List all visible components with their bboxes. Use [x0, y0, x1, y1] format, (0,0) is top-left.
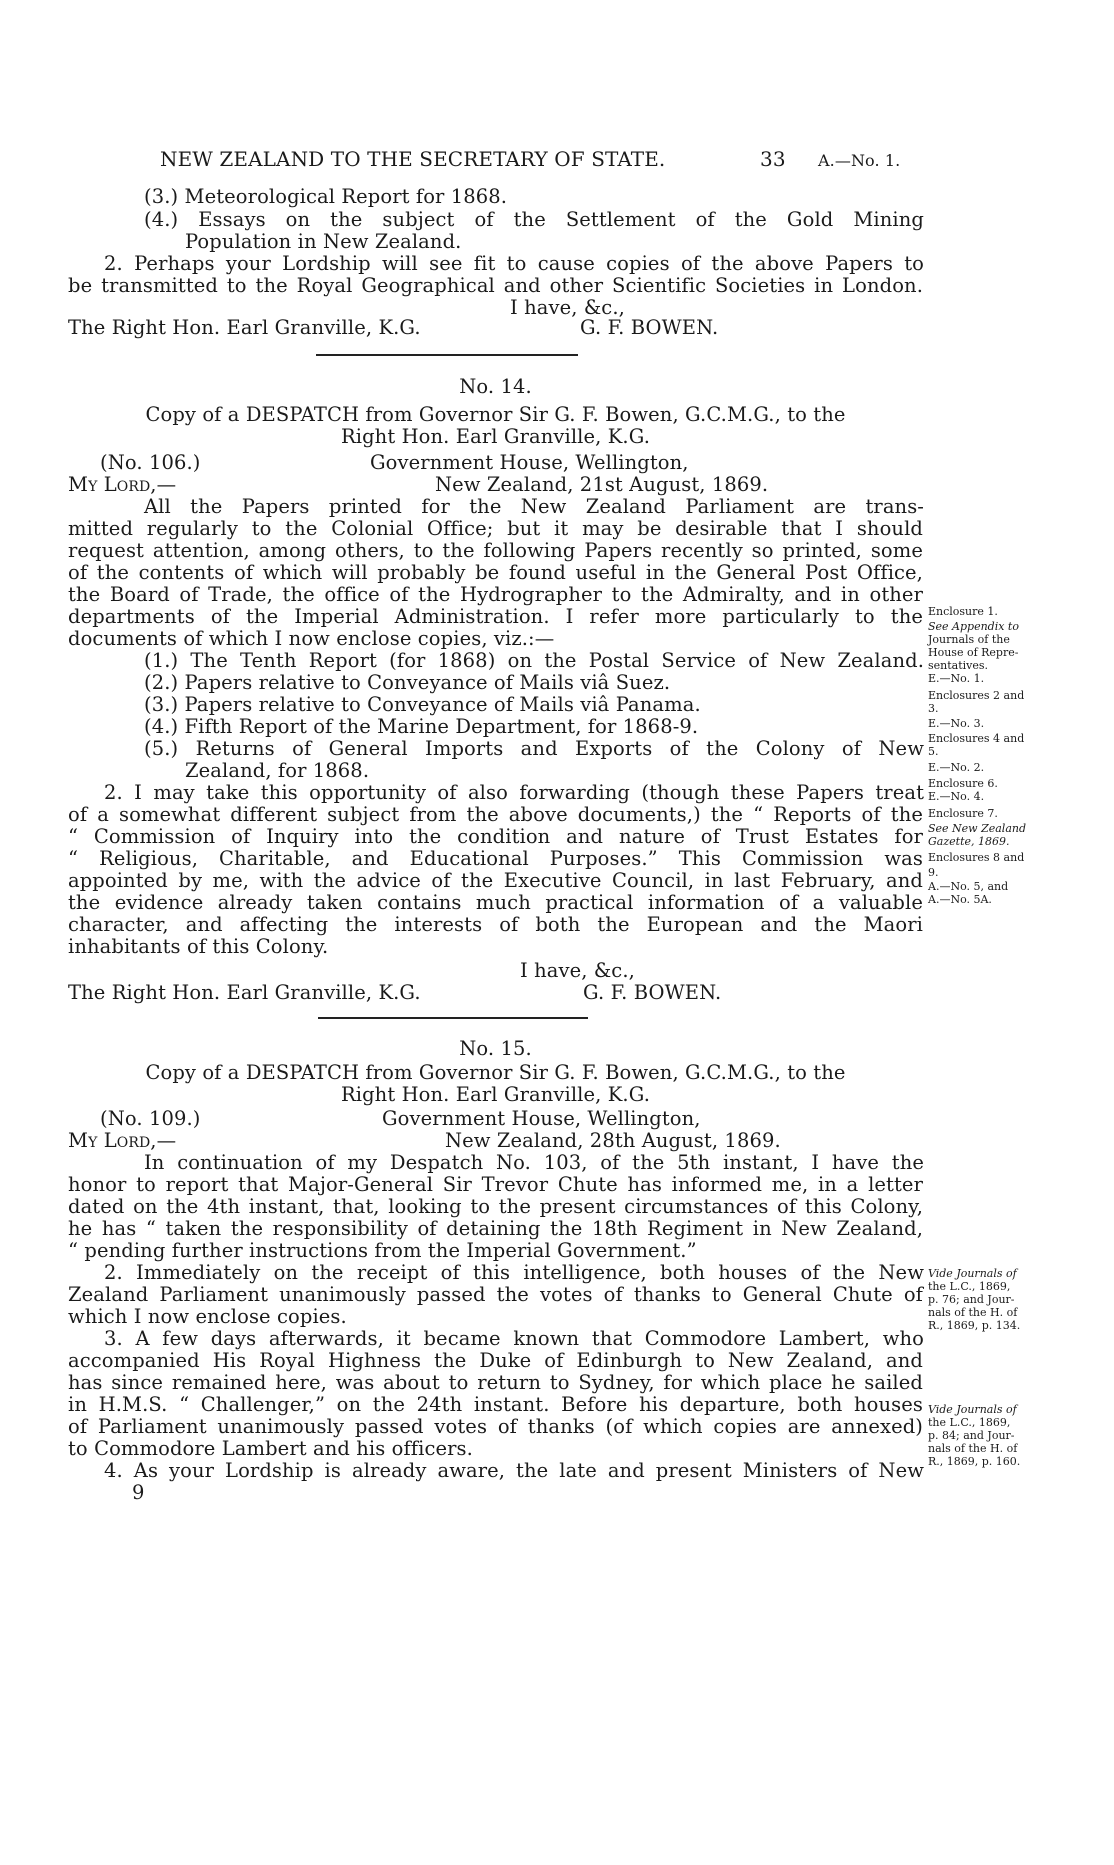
margin-note: Gazette, 1869.: [928, 835, 1010, 848]
paragraph-line: “ pending further instructions from the Imperial Government.”: [68, 1239, 697, 1262]
paragraph-line: the Board of Trade, the office of the Hydrographer to the Admiralty, and in other: [68, 583, 923, 606]
paragraph-line: to Commodore Lambert and his officers.: [68, 1437, 473, 1460]
paragraph-line: in H.M.S. “ Challenger,” on the 24th instant. Before his departure, both houses: [68, 1393, 923, 1416]
margin-note: See Appendix to: [928, 620, 1019, 633]
paragraph-line: “ Commission of Inquiry into the condition and nature of Trust Estates for: [68, 825, 923, 848]
paragraph-line: All the Papers printed for the New Zealand Parliament are trans-: [144, 495, 924, 518]
margin-note: nals of the H. of: [928, 1442, 1018, 1455]
paragraph-line: departments of the Imperial Administration. I refer more particularly to the: [68, 605, 923, 628]
margin-note: 5.: [928, 745, 939, 758]
paragraph-line: request attention, among others, to the following Papers recently so printed, some: [68, 539, 923, 562]
paragraph-line: documents of which I now enclose copies, viz.:—: [68, 627, 555, 650]
despatch-place: Government House, Wellington,: [370, 451, 689, 474]
paragraph-line: which I now enclose copies.: [68, 1305, 347, 1328]
paragraph-line: has since remained here, was about to return to Sydney, for which place he sailed: [68, 1371, 923, 1394]
margin-note: Enclosure 7.: [928, 807, 998, 820]
paragraph-line: inhabitants of this Colony.: [68, 935, 329, 958]
paragraph-line: of a somewhat different subject from the above documents,) the “ Reports of the: [68, 803, 923, 826]
margin-note: Enclosure 1.: [928, 605, 998, 618]
signature: G. F. BOWEN.: [580, 316, 719, 339]
signature: G. F. BOWEN.: [583, 981, 722, 1004]
signature-mark: 9: [132, 1481, 145, 1504]
section-divider: [318, 1017, 588, 1019]
despatch-heading: Copy of a DESPATCH from Governor Sir G. F. Bowen, G.C.M.G., to the: [145, 403, 846, 426]
margin-note: sentatives.: [928, 659, 989, 672]
margin-note: p. 84; and Jour-: [928, 1429, 1015, 1442]
margin-note: Enclosures 4 and: [928, 732, 1025, 745]
list-item-continuation: Zealand, for 1868.: [185, 759, 370, 782]
list-item: (3.) Meteorological Report for 1868.: [144, 185, 508, 208]
section-divider: [316, 354, 578, 356]
paragraph-line: honor to report that Major-General Sir Trevor Chute has informed me, in a letter: [68, 1173, 923, 1196]
paragraph-line: 2. Perhaps your Lordship will see fit to cause copies of the above Papers to: [104, 252, 924, 275]
running-title: NEW ZEALAND TO THE SECRETARY OF STATE.: [160, 147, 666, 171]
margin-note: R., 1869, p. 134.: [928, 1319, 1021, 1332]
margin-note: House of Repre-: [928, 646, 1019, 659]
paragraph-line: 2. Immediately on the receipt of this intelligence, both houses of the New: [104, 1261, 924, 1284]
despatch-number: No. 14.: [459, 375, 532, 398]
list-item: (2.) Papers relative to Conveyance of Mails viâ Suez.: [144, 671, 671, 694]
margin-note: Journals of the: [928, 633, 1010, 646]
paragraph-line: he has “ taken the responsibility of detaining the 18th Regiment in New Zealand,: [68, 1217, 923, 1240]
paragraph-line: the evidence already taken contains much practical information of a valuable: [68, 891, 923, 914]
paragraph-line: mitted regularly to the Colonial Office; but it may be desirable that I should: [68, 517, 923, 540]
margin-note: nals of the H. of: [928, 1306, 1018, 1319]
despatch-number: No. 15.: [459, 1037, 532, 1060]
margin-note: Enclosure 6.: [928, 777, 998, 790]
despatch-date: New Zealand, 28th August, 1869.: [445, 1129, 781, 1152]
paragraph-line: accompanied His Royal Highness the Duke of Edinburgh to New Zealand, and: [68, 1349, 923, 1372]
margin-note: E.—No. 1.: [928, 672, 985, 685]
document-reference: A.—No. 1.: [818, 151, 901, 170]
paragraph-line: appointed by me, with the advice of the Executive Council, in last February, and: [68, 869, 923, 892]
despatch-place: Government House, Wellington,: [382, 1107, 701, 1130]
list-item: (4.) Fifth Report of the Marine Department, for 1868-9.: [144, 715, 699, 738]
margin-note: Vide Journals of: [928, 1403, 1017, 1416]
margin-note: A.—No. 5A.: [928, 893, 992, 906]
margin-note: E.—No. 4.: [928, 790, 985, 803]
margin-note: the L.C., 1869,: [928, 1416, 1011, 1429]
despatch-date: New Zealand, 21st August, 1869.: [435, 473, 769, 496]
margin-note: the L.C., 1869,: [928, 1280, 1011, 1293]
margin-note: Enclosures 2 and: [928, 689, 1025, 702]
salutation: My Lord,—: [68, 473, 177, 496]
margin-note: A.—No. 5, and: [928, 880, 1009, 893]
list-item-continuation: Population in New Zealand.: [185, 230, 462, 253]
paragraph-line: 4. As your Lordship is already aware, the late and present Ministers of New: [104, 1459, 924, 1482]
margin-note: See New Zealand: [928, 822, 1027, 835]
margin-note: E.—No. 3.: [928, 717, 985, 730]
margin-note: 3.: [928, 702, 939, 715]
margin-note: Enclosures 8 and: [928, 851, 1025, 864]
paragraph-line: dated on the 4th instant, that, looking to the present circumstances of this Colony,: [68, 1195, 923, 1218]
despatch-ref: (No. 109.): [100, 1107, 201, 1130]
paragraph-line: character, and affecting the interests of both the European and the Maori: [68, 913, 923, 936]
despatch-heading: Copy of a DESPATCH from Governor Sir G. F. Bowen, G.C.M.G., to the: [145, 1061, 846, 1084]
salutation: My Lord,—: [68, 1129, 177, 1152]
closing-line: I have, &c.,: [520, 959, 635, 982]
page-number: 33: [760, 147, 786, 171]
paragraph-line: Zealand Parliament unanimously passed the votes of thanks to General Chute of: [68, 1283, 923, 1306]
paragraph-line: of the contents of which will probably be found useful in the General Post Office,: [68, 561, 923, 584]
margin-note: 9.: [928, 866, 939, 879]
addressee: The Right Hon. Earl Granville, K.G.: [68, 316, 421, 339]
margin-note: p. 76; and Jour-: [928, 1293, 1015, 1306]
margin-note: R., 1869, p. 160.: [928, 1455, 1021, 1468]
list-item: (3.) Papers relative to Conveyance of Mails viâ Panama.: [144, 693, 701, 716]
addressee: The Right Hon. Earl Granville, K.G.: [68, 981, 421, 1004]
despatch-heading-continued: Right Hon. Earl Granville, K.G.: [340, 1083, 650, 1106]
list-item: (4.) Essays on the subject of the Settlement of the Gold Mining: [144, 208, 924, 231]
paragraph-line: of Parliament unanimously passed votes of thanks (of which copies are annexed): [68, 1415, 923, 1438]
list-item: (5.) Returns of General Imports and Exports of the Colony of New: [144, 737, 924, 760]
paragraph-line: In continuation of my Despatch No. 103, of the 5th instant, I have the: [144, 1151, 924, 1174]
margin-note: E.—No. 2.: [928, 761, 985, 774]
despatch-ref: (No. 106.): [100, 451, 201, 474]
paragraph-line: “ Religious, Charitable, and Educational Purposes.” This Commission was: [68, 847, 923, 870]
closing-line: I have, &c.,: [510, 296, 625, 319]
margin-note: Vide Journals of: [928, 1267, 1017, 1280]
list-item: (1.) The Tenth Report (for 1868) on the Postal Service of New Zealand.: [144, 649, 924, 672]
paragraph-line: 3. A few days afterwards, it became known that Commodore Lambert, who: [104, 1327, 924, 1350]
paragraph-line: be transmitted to the Royal Geographical and other Scientific Societies in London.: [68, 274, 923, 297]
paragraph-line: 2. I may take this opportunity of also forwarding (though these Papers treat: [104, 781, 924, 804]
despatch-heading-continued: Right Hon. Earl Granville, K.G.: [340, 425, 650, 448]
